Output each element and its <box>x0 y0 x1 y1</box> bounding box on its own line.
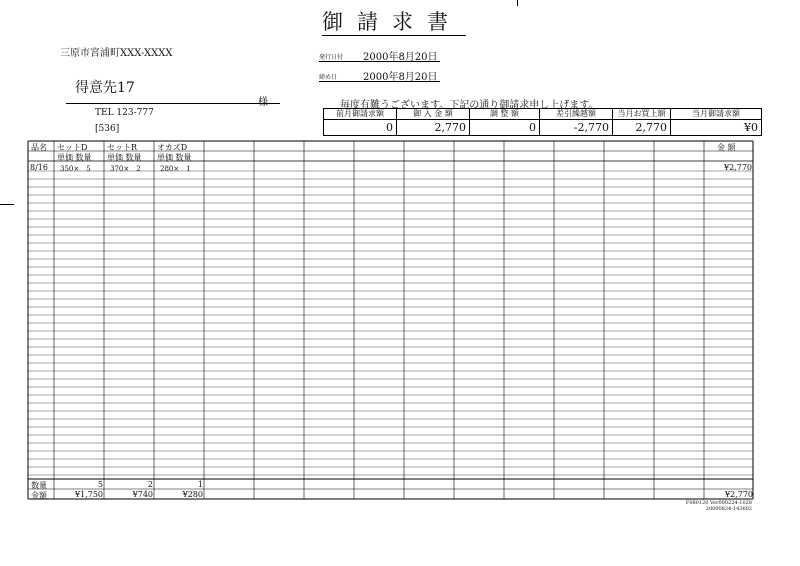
row-date: 8/16 <box>30 163 48 172</box>
document-title: 御請求書 <box>322 10 466 36</box>
qty-value-2: 2 <box>147 480 153 489</box>
summary-value-prev: 0 <box>324 120 397 136</box>
amount-column-header: 金 額 <box>717 143 736 152</box>
summary-value-billing: ¥0 <box>671 120 762 136</box>
amount-value-2: ¥740 <box>132 490 153 499</box>
summary-header-adjust: 調 整 額 <box>470 109 540 120</box>
customer-tel: TEL 123-777 <box>95 108 154 118</box>
amount-label: 金額 <box>31 491 47 500</box>
qty-value-3: 1 <box>197 480 203 489</box>
customer-name: 得意先17 <box>75 80 135 96</box>
product-name-3: オカズD <box>157 143 188 152</box>
summary-value-payment: 2,770 <box>397 120 470 136</box>
closing-date: 2000年8月20日 <box>363 72 438 83</box>
footer-line-2: 20000824-143602 <box>705 506 752 512</box>
customer-address: 三原市宮浦町XXX-XXXX <box>60 48 173 59</box>
summary-header-payment: 御 入 金 額 <box>397 109 470 120</box>
summary-header-purchase: 当月お買上額 <box>613 109 671 120</box>
amount-value-3: ¥280 <box>182 490 203 499</box>
row-amount: ¥2,770 <box>724 163 752 172</box>
summary-value-purchase: 2,770 <box>613 120 671 136</box>
summary-value-adjust: 0 <box>470 120 540 136</box>
issue-date-label: 発行日付 <box>319 54 344 61</box>
row-cell-3: 280× 1 <box>160 165 191 173</box>
greeting-text: 毎度有難うございます。下記の通り御請求申し上げます。 <box>340 100 599 111</box>
summary-header-carry: 差引繰越額 <box>540 109 613 120</box>
product-name-2: セットR <box>107 143 138 152</box>
qty-value-1: 5 <box>97 480 103 489</box>
total-amount: ¥2,770 <box>725 490 753 499</box>
row-cell-1: 350× 5 <box>60 165 91 173</box>
amount-value-1: ¥1,750 <box>75 490 103 499</box>
summary-header-prev: 前月御請求額 <box>324 109 397 120</box>
product-sub-2: 単価 数量 <box>107 153 142 162</box>
summary-value-carry: -2,770 <box>540 120 613 136</box>
footer-line-1: F080120 Ver000224-1028 <box>685 500 752 506</box>
product-name-1: セットD <box>57 143 88 152</box>
row-cell-2: 370× 2 <box>110 165 141 173</box>
footer-code <box>686 500 752 512</box>
closing-date-label: 締め日 <box>319 74 338 81</box>
honorific: 様 <box>258 97 268 108</box>
customer-code: [536] <box>95 124 120 134</box>
summary-header-billing: 当月御請求額 <box>671 109 762 120</box>
qty-label: 数量 <box>31 481 47 490</box>
product-sub-1: 単価 数量 <box>57 153 92 162</box>
issue-date: 2000年8月20日 <box>363 52 438 63</box>
product-sub-3: 単価 数量 <box>157 153 192 162</box>
product-column-header: 品名 <box>31 143 47 152</box>
